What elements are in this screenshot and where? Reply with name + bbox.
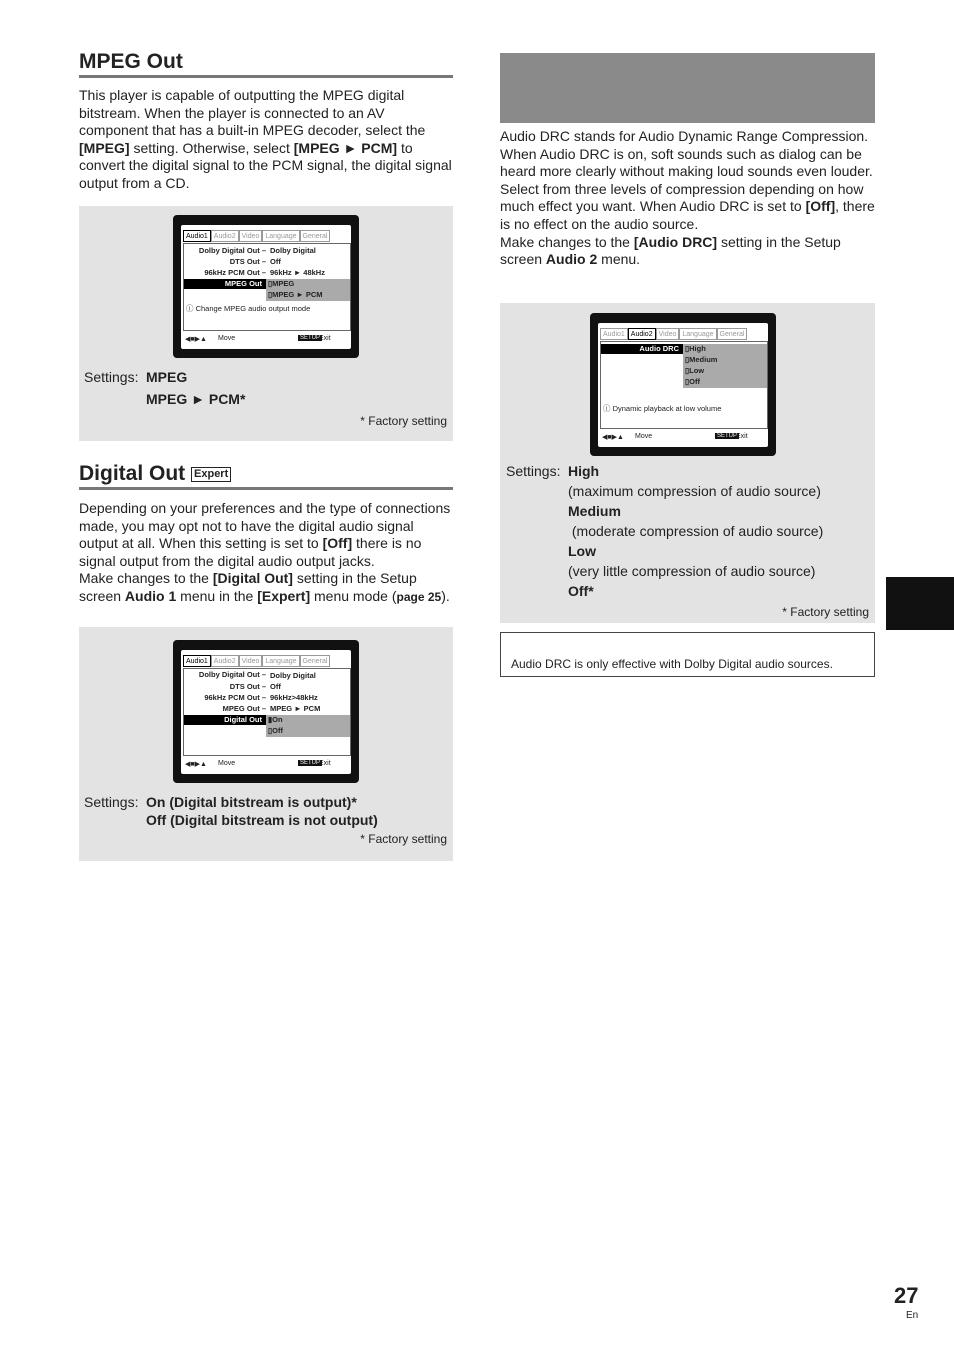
option: ▯MPEG ► PCM: [268, 290, 323, 299]
setting-option: Low: [568, 543, 596, 559]
menu-value: 96kHz ► 48kHz: [270, 268, 325, 277]
menu-row-selected: Digital Out: [224, 715, 262, 724]
tab-audio2: Audio2: [211, 655, 239, 667]
setting-option: MPEG ► PCM*: [146, 391, 246, 407]
settings-label: Settings:: [84, 369, 139, 385]
tab-video: Video: [239, 230, 263, 242]
option: ▯Medium: [685, 355, 718, 364]
setting-option: MPEG: [146, 369, 188, 385]
exit-label: Exit: [736, 433, 748, 440]
tab-audio1: Audio1: [183, 230, 211, 242]
info-line: ⓘ Change MPEG audio output mode: [186, 304, 311, 313]
factory-note: * Factory setting: [360, 832, 447, 846]
page-number: 27: [894, 1283, 919, 1308]
digital-out-title: Digital Out Expert: [79, 462, 231, 486]
screen-footer: [183, 335, 349, 345]
screen-tabs: [183, 230, 330, 242]
screen-tabs: [183, 655, 330, 667]
option: ▯Off: [685, 377, 700, 386]
audio-drc-panel: [500, 303, 875, 623]
info-line: ⓘ Dynamic playback at low volume: [603, 404, 722, 413]
screen-footer: [600, 433, 766, 443]
tab-language: Language: [262, 230, 299, 242]
tab-video: Video: [656, 328, 680, 340]
menu-value: Dolby Digital: [270, 671, 316, 680]
audio-drc-screen: [590, 313, 776, 456]
screen-menu: [183, 243, 351, 331]
tab-general: General: [717, 328, 748, 340]
move-label: Move: [218, 760, 236, 767]
exit-label: Exit: [319, 760, 331, 767]
setting-option: Medium: [568, 503, 621, 519]
audio-drc-body: Audio DRC stands for Audio Dynamic Range Compression. When Audio DRC is on, soft sounds such as dialog can be heard more clearly without making loud sounds even louder. Select from three levels of compression depending on how much effect you want. When Audio DRC is set to [Off], there is no effect on the audio source. Make changes to the [Audio DRC] setting in the Setup screen Audio 2 menu.: [500, 128, 875, 268]
note-box: [500, 632, 875, 677]
screen-footer: [183, 760, 349, 770]
note-text: Audio DRC is only effective with Dolby Digital audio sources.: [511, 657, 833, 671]
tab-general: General: [300, 655, 331, 667]
option: ▯Off: [268, 726, 283, 735]
arrows-icon: ◀■▶▲: [602, 434, 624, 441]
menu-row: DTS Out –: [229, 257, 266, 266]
arrows-icon: ◀■▶▲: [185, 336, 207, 343]
option: ▮On: [268, 715, 283, 724]
setup-key-icon: SETUP: [300, 760, 321, 766]
menu-row: MPEG Out –: [222, 704, 266, 713]
setting-description: (maximum compression of audio source): [568, 483, 821, 499]
arrows-icon: ◀■▶▲: [185, 761, 207, 768]
menu-value: 96kHz>48kHz: [270, 693, 318, 702]
menu-row: DTS Out –: [229, 682, 266, 691]
digital-out-screen: [173, 640, 359, 783]
tab-general: General: [300, 230, 331, 242]
settings-label: Settings:: [506, 463, 561, 479]
section-header-bar: [500, 53, 875, 123]
factory-note: * Factory setting: [782, 605, 869, 619]
move-label: Move: [635, 433, 653, 440]
tab-language: Language: [679, 328, 716, 340]
menu-value: Dolby Digital: [270, 246, 316, 255]
tab-audio1: Audio1: [183, 655, 211, 667]
setting-option: Off (Digital bitstream is not output): [146, 812, 378, 828]
setting-option: High: [568, 463, 600, 479]
mpeg-out-title: MPEG Out: [79, 50, 183, 73]
mpeg-out-screen: [173, 215, 359, 358]
settings-label: Settings:: [84, 794, 139, 810]
menu-value: Off: [270, 257, 281, 266]
option: ▯Low: [685, 366, 705, 375]
setting-description: (moderate compression of audio source): [568, 523, 824, 539]
screen-tabs: [600, 328, 747, 340]
factory-note: * Factory setting: [360, 414, 447, 428]
tab-video: Video: [239, 655, 263, 667]
tab-audio1: Audio1: [600, 328, 628, 340]
setting-option: On (Digital bitstream is output)*: [146, 794, 357, 810]
setting-description: (very little compression of audio source): [568, 563, 816, 579]
screen-menu: [600, 341, 768, 429]
menu-row: Dolby Digital Out –: [198, 670, 266, 679]
exit-label: Exit: [319, 335, 331, 342]
tab-audio2: Audio2: [628, 328, 656, 340]
digital-out-panel: [79, 627, 453, 861]
menu-row: Dolby Digital Out –: [198, 246, 266, 255]
mpeg-out-rule: [79, 75, 453, 78]
expert-badge: Expert: [191, 467, 231, 482]
menu-row: 96kHz PCM Out –: [204, 268, 266, 277]
digital-out-rule: [79, 487, 453, 490]
info-icon: ⓘ: [603, 404, 611, 413]
option: ▯MPEG: [268, 279, 295, 288]
screen-menu: [183, 668, 351, 756]
info-icon: ⓘ: [186, 304, 194, 313]
setup-key-icon: SETUP: [717, 433, 738, 439]
menu-row-selected: Audio DRC: [639, 344, 679, 353]
chapter-tab: [886, 577, 954, 630]
menu-value: MPEG ► PCM: [270, 704, 321, 713]
menu-value: Off: [270, 682, 281, 691]
digital-out-body: Depending on your preferences and the type of connections made, you may opt not to have the digital audio signal output at all. When this setting is set to [Off] there is no signal output from the digital audio output jacks. Make changes to the [Digital Out] setting in the Setup screen Audio 1 menu in the [Expert] menu mode (page 25).: [79, 500, 451, 604]
language-code: En: [906, 1310, 919, 1321]
move-label: Move: [218, 335, 236, 342]
menu-row: 96kHz PCM Out –: [204, 693, 266, 702]
option: ▯High: [685, 344, 706, 353]
menu-row-selected: MPEG Out: [224, 279, 262, 288]
setup-key-icon: SETUP: [300, 335, 321, 341]
tab-audio2: Audio2: [211, 230, 239, 242]
setting-option: Off*: [568, 583, 594, 599]
tab-language: Language: [262, 655, 299, 667]
mpeg-out-body: This player is capable of outputting the MPEG digital bitstream. When the player is connected to an AV component that has a built-in MPEG decoder, select the [MPEG] setting. Otherwise, select [MPEG ► PCM] to convert the digital signal to the PCM signal, the digital signal output from a CD.: [79, 87, 452, 191]
mpeg-out-panel: [79, 206, 453, 441]
